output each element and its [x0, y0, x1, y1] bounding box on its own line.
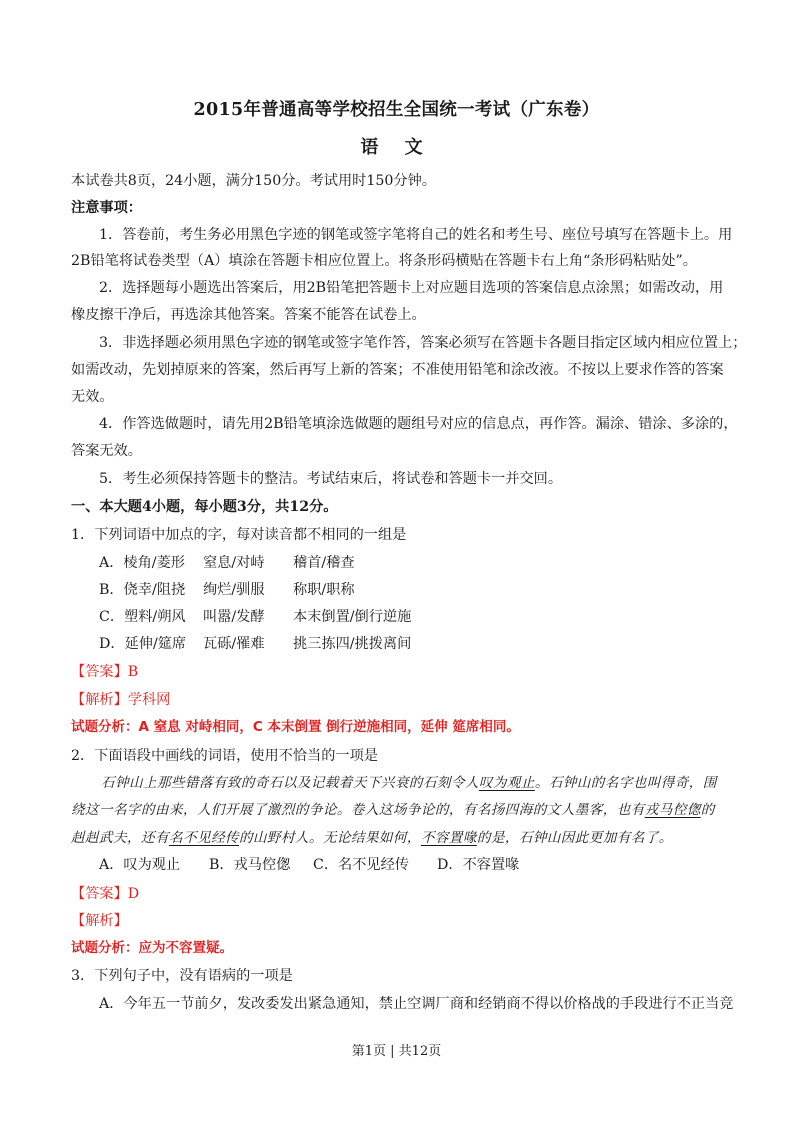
underlined-phrase: 戎马倥偬 [644, 802, 701, 818]
underlined-phrase: 不容置喙 [420, 830, 477, 846]
option-part: 本末倒置/倒行逆施 [293, 609, 412, 625]
q2-analysis-label: 【解析】 [71, 913, 128, 929]
passage-text: 的山野村人。无论结果如何， [238, 830, 421, 846]
page-footer: 第1页 | 共12页 [351, 1044, 442, 1059]
notice-item: 如需改动，先划掉原来的答案，然后再写上新的答案；不准使用铅笔和涂改液。不按以上要求作答的答案 [71, 362, 724, 378]
underlined-phrase: 叹为观止 [478, 775, 535, 791]
analysis-source: 学科网 [127, 692, 171, 708]
q1-answer: 【答案】B [71, 664, 139, 680]
notice-heading: 注意事项： [71, 200, 142, 216]
option-a: A．叹为观止 [99, 857, 181, 873]
analysis-label: 【解析】 [71, 692, 128, 708]
option-part: A．棱角/菱形 [99, 555, 185, 571]
q1-analysis: 试题分析：A 窒息 对峙相同，C 本末倒置 倒行逆施相同，延伸 筵席相同。 [71, 719, 520, 735]
q1-analysis-label [71, 690, 170, 710]
q1-option-d [99, 634, 411, 654]
option-part: 绚烂/驯服 [203, 582, 265, 598]
option-part: 窒息/对峙 [203, 555, 265, 571]
option-c: C．名不见经传 [313, 857, 409, 873]
q2-options [99, 855, 519, 875]
option-b: B．戎马倥偬 [209, 857, 291, 873]
passage-text: 赳赳武夫，还有 [71, 830, 169, 846]
q1-option-c [99, 607, 411, 627]
q2-passage-line-1 [101, 773, 717, 793]
q2-passage-line-3 [71, 828, 673, 848]
option-d: D．不容置喙 [437, 857, 520, 873]
passage-text: 绕这一名字的由来，人们开展了激烈的争论。卷入这场争论的，有名扬四海的文人墨客，也有 [71, 802, 645, 818]
option-part: 叫嚣/发酵 [203, 609, 265, 625]
notice-item: 3．非选择题必须用黑色字迹的钢笔或签字笔作答，答案必须写在答题卡各题目指定区域内相应位置上； [99, 335, 747, 351]
section-heading: 一、本大题4小题，每小题3分，共12分。 [71, 499, 338, 515]
underlined-phrase: 名不见经传 [168, 830, 239, 846]
question-2-stem: 2．下面语段中画线的词语，使用不恰当的一项是 [71, 748, 378, 764]
option-part: 称职/职称 [293, 582, 355, 598]
q1-option-b [99, 580, 355, 600]
notice-item: 5．考生必须保持答题卡的整洁。考试结束后，将试卷和答题卡一并交回。 [99, 471, 563, 487]
option-part: 瓦砾/罹难 [203, 636, 265, 652]
option-part: D．延伸/筵席 [99, 636, 187, 652]
option-part: 挑三拣四/挑拨离间 [293, 636, 412, 652]
q2-passage-line-2 [71, 800, 715, 820]
q2-analysis: 试题分析：应为不容置疑。 [71, 940, 233, 956]
question-3-stem: 3．下列句子中，没有语病的一项是 [71, 968, 293, 984]
q2-answer: 【答案】D [71, 886, 140, 902]
notice-item: 4．作答选做题时，请先用2B铅笔填涂选做题的题组号对应的信息点，再作答。漏涂、错涂、多涂的， [99, 416, 738, 432]
subject-title: 语 文 [360, 137, 433, 158]
notice-item: 1．答卷前，考生务必用黑色字迹的钢笔或签字笔将自己的姓名和考生号、座位号填写在答题卡上。用 [99, 227, 733, 243]
question-1-stem: 1．下列词语中加点的字，每对读音都不相同的一组是 [71, 527, 407, 543]
notice-item: 橡皮擦干净后，再选涂其他答案。答案不能答在试卷上。 [71, 307, 426, 323]
exam-title: 2015年普通高等学校招生全国统一考试（广东卷） [193, 100, 600, 120]
option-part: C．塑料/朔风 [99, 609, 186, 625]
notice-item: 2．选择题每小题选出答案后，用2B铅笔把答题卡上对应题目选项的答案信息点涂黑；如需改动，用 [99, 280, 724, 296]
passage-text: 的是，石钟山因此更加有名了。 [476, 830, 673, 846]
exam-intro: 本试卷共8页，24小题，满分150分。考试用时150分钟。 [71, 173, 436, 189]
notice-item: 2B铅笔将试卷类型（A）填涂在答题卡相应位置上。将条形码横贴在答题卡右上角“条形码粘贴处”。 [71, 253, 697, 269]
option-part: 稽首/稽查 [293, 555, 355, 571]
q1-option-a [99, 553, 355, 573]
q3-option-a: A．今年五一节前夕，发改委发出紧急通知，禁止空调厂商和经销商不得以价格战的手段进行不正当竞 [99, 996, 734, 1012]
passage-text: 。石钟山的名字也叫得奇，围 [534, 775, 717, 791]
passage-text: 的 [700, 802, 715, 818]
notice-item: 答案无效。 [71, 443, 142, 459]
passage-text: 石钟山上那些错落有致的奇石以及记载着天下兴衰的石刻令人 [101, 775, 479, 791]
notice-item: 无效。 [71, 389, 114, 405]
option-part: B．侥幸/阻挠 [99, 582, 186, 598]
